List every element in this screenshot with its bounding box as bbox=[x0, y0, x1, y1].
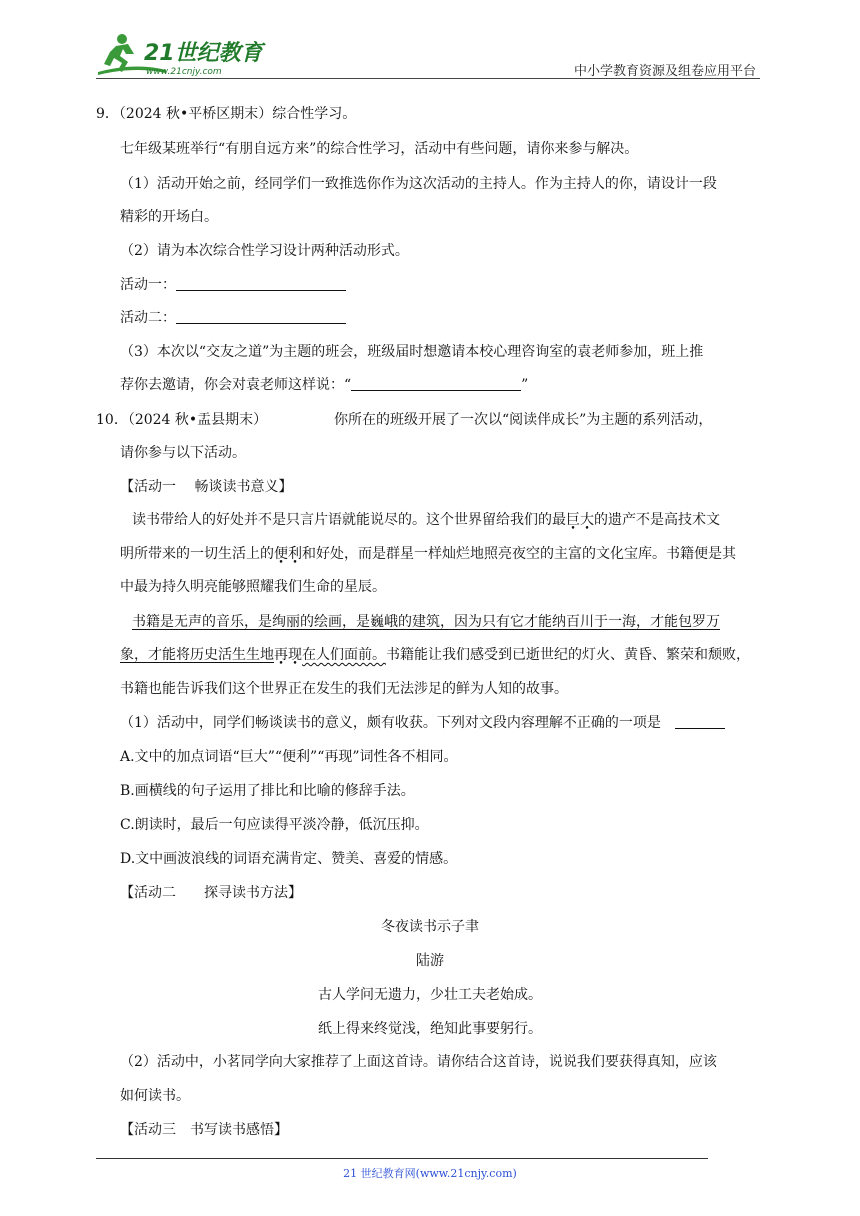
q9-intro: 七年级某班举行“有朋自远方来”的综合性学习，活动中有些问题，请你来参与解决。 bbox=[120, 141, 639, 157]
q10-title-b: 你所在的班级开展了一次以“阅读伴成长”为主题的系列活动， bbox=[334, 412, 713, 428]
q9-part1-line2: 精彩的开场白。 bbox=[120, 209, 218, 225]
option-b: B.画横线的句子运用了排比和比喻的修辞手法。 bbox=[120, 783, 415, 799]
para1-line3: 中最为持久明亮能够照耀我们生命的星辰。 bbox=[120, 579, 386, 595]
q9-activity1-row bbox=[120, 275, 346, 295]
part3-close-quote: ” bbox=[521, 377, 529, 393]
part3-text: 荐你去邀请，你会对袁老师这样说：“ bbox=[120, 377, 352, 393]
q9-part2: （2）请为本次综合性学习设计两种活动形式。 bbox=[120, 243, 409, 259]
part3-blank bbox=[351, 376, 521, 391]
wavy-underlined-text: 在人们面前。 bbox=[302, 647, 386, 663]
option-d: D.文中画波浪线的词语充满肯定、赞美、喜爱的情感。 bbox=[120, 851, 458, 867]
q10-sub2-line1: （2）活动中，小茗同学向大家推荐了上面这首诗。请你结合这首诗，说说我们要获得真知，应该 bbox=[120, 1054, 717, 1070]
q10-sub2-line2: 如何读书。 bbox=[120, 1088, 190, 1104]
para2-text: 书籍能让我们感受到已逝世纪的灯火、黄昏、繁荣和颓败， bbox=[386, 647, 750, 663]
q10-sub1 bbox=[120, 713, 725, 733]
para1-line1 bbox=[132, 510, 720, 530]
para1-text-a: 读书带给人的好处并不是只言片语就能说尽的。这个世界留给我们的最 bbox=[132, 512, 566, 528]
activity2-blank bbox=[176, 309, 346, 324]
footer-divider bbox=[96, 1158, 708, 1159]
dotted-char: 现 bbox=[288, 647, 302, 663]
dotted-char: 便 bbox=[274, 546, 288, 562]
site-logo bbox=[96, 32, 266, 78]
q9-part1-line1: （1）活动开始之前，经同学们一致推选你作为这次活动的主持人。作为主持人的你，请设计一段 bbox=[120, 176, 717, 192]
para2-line2 bbox=[120, 645, 750, 665]
logo-text: 21世纪教育 bbox=[144, 41, 263, 66]
activity1-blank bbox=[176, 276, 346, 291]
q9-activity2-row bbox=[120, 308, 346, 328]
q9-title: 9．（2024 秋•平桥区期末）综合性学习。 bbox=[96, 106, 357, 122]
dotted-char: 巨 bbox=[566, 512, 580, 528]
activity2-heading: 【活动二 探寻读书方法】 bbox=[120, 885, 302, 901]
activity1-heading: 【活动一 畅谈读书意义】 bbox=[120, 479, 293, 495]
page-header bbox=[96, 30, 760, 80]
underlined-text: 象，才能将历史活生生地 bbox=[120, 647, 274, 663]
q10-title-a: 10．（2024 秋•盂县期末） bbox=[96, 412, 268, 428]
dotted-char: 大 bbox=[580, 512, 594, 528]
para2-line3: 书籍也能告诉我们这个世界正在发生的我们无法涉足的鲜为人知的故事。 bbox=[120, 681, 568, 697]
poem-line1: 古人学问无遗力，少壮工夫老始成。 bbox=[318, 987, 542, 1003]
q9-part3-line2 bbox=[120, 375, 528, 395]
sub1-text: （1）活动中，同学们畅谈读书的意义，颇有收获。下列对文段内容理解不正确的一项是 bbox=[120, 715, 661, 731]
dotted-char: 再 bbox=[274, 647, 288, 663]
dotted-char: 利 bbox=[288, 546, 302, 562]
para1-text-b: 和好处，而是群星一样灿烂地照亮夜空的主富的文化宝库。书籍便是其 bbox=[302, 546, 736, 562]
para1-text-a: 明所带来的一切生活上的 bbox=[120, 546, 274, 562]
para1-line2 bbox=[120, 544, 736, 564]
sub1-blank bbox=[675, 714, 725, 729]
q9-part3-line1: （3）本次以“交友之道”为主题的班会，班级届时想邀请本校心理咨询室的袁老师参加，班上推 bbox=[120, 344, 704, 360]
footer-text: 21 世纪教育网(www.21cnjy.com) bbox=[343, 1167, 517, 1180]
activity1-label: 活动一： bbox=[120, 277, 176, 293]
activity3-heading: 【活动三 书写读书感悟】 bbox=[120, 1122, 288, 1138]
header-divider bbox=[96, 78, 760, 79]
logo-subtext: www.21cnjy.com bbox=[146, 67, 222, 77]
header-platform-text: 中小学教育资源及组卷应用平台 bbox=[573, 64, 756, 79]
option-a: A.文中的加点词语“巨大”“便利”“再现”词性各不相同。 bbox=[120, 749, 458, 765]
poem-title: 冬夜读书示子聿 bbox=[381, 919, 479, 935]
activity2-label: 活动二： bbox=[120, 310, 176, 326]
para1-text-b: 的遗产不是高技术文 bbox=[594, 512, 720, 528]
poem-author: 陆游 bbox=[416, 953, 444, 969]
para2-line1: 书籍是无声的音乐，是绚丽的绘画，是巍峨的建筑，因为只有它才能纳百川于一海，才能包罗万 bbox=[132, 614, 720, 630]
q10-title-line2: 请你参与以下活动。 bbox=[120, 445, 246, 461]
option-c: C.朗读时，最后一句应读得平淡冷静，低沉压抑。 bbox=[120, 817, 429, 833]
poem-line2: 纸上得来终觉浅，绝知此事要躬行。 bbox=[318, 1021, 542, 1037]
